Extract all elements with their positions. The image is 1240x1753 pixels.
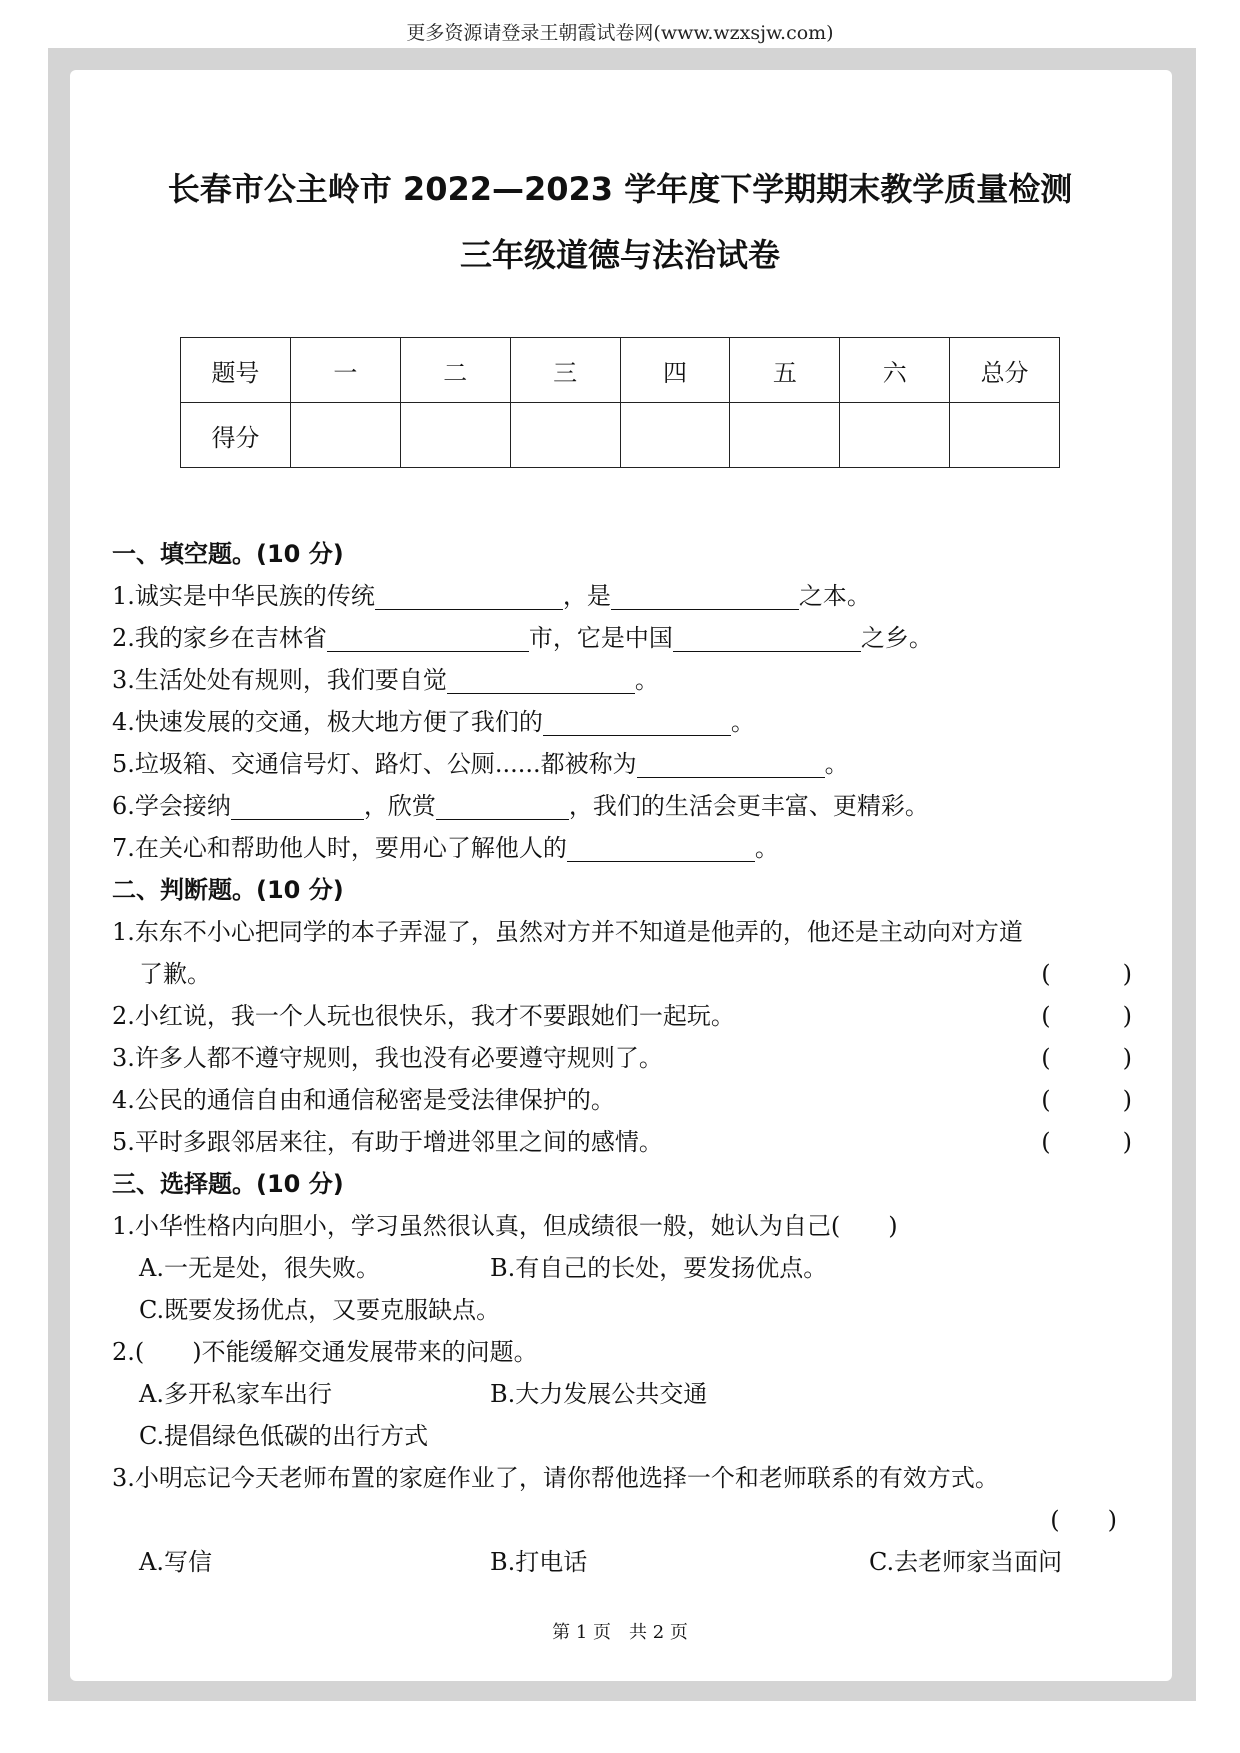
mc-question-1-options-row2 <box>112 1289 1132 1331</box>
exam-subtitle: 三年级道德与法治试卷 <box>459 236 780 274</box>
question-text: 5.平时多跟邻居来往，有助于增进邻里之间的感情。 <box>112 1128 663 1156</box>
mc-question-2-options-row2 <box>112 1415 1132 1457</box>
tf-question-5 <box>112 1121 1132 1163</box>
score-input-cell[interactable] <box>290 403 400 468</box>
question-text: 2.小红说，我一个人玩也很快乐，我才不要跟她们一起玩。 <box>112 1002 735 1030</box>
question-text: 3.许多人都不遵守规则，我也没有必要遵守规则了。 <box>112 1044 663 1072</box>
answer-blank[interactable] <box>673 623 861 652</box>
exam-title: 长春市公主岭市 2022—2023 学年度下学期期末教学质量检测 <box>167 170 1073 208</box>
section-heading-multiple-choice: 三、选择题。(10 分) <box>112 1170 344 1198</box>
score-table-score-row <box>181 403 1060 468</box>
fill-question-7 <box>112 827 1132 869</box>
tf-question-3 <box>112 1037 1132 1079</box>
question-text: 2.我的家乡在吉林省 <box>112 624 327 652</box>
question-text: 3.生活处处有规则，我们要自觉 <box>112 666 447 694</box>
section-heading-true-false: 二、判断题。(10 分) <box>112 876 344 904</box>
answer-parentheses[interactable]: ( ) <box>1050 1506 1117 1534</box>
question-text: 市，它是中国 <box>528 624 673 652</box>
question-text: ，是 <box>562 582 611 610</box>
tf-question-4 <box>112 1079 1132 1121</box>
question-text: 之乡。 <box>860 624 933 652</box>
mc-question-2-options-row1 <box>112 1373 1132 1415</box>
fill-question-6 <box>112 785 1132 827</box>
answer-blank[interactable] <box>543 707 731 736</box>
choice-option-b[interactable]: B.有自己的长处，要发扬优点。 <box>490 1254 828 1282</box>
score-table-header-row <box>181 338 1060 403</box>
question-text: 6.学会接纳 <box>112 792 231 820</box>
score-cell-total: 总分 <box>950 338 1060 403</box>
answer-blank[interactable] <box>436 791 569 820</box>
tf-question-2 <box>112 995 1132 1037</box>
score-cell-5: 五 <box>730 338 840 403</box>
question-text: 了歉。 <box>139 960 211 988</box>
fill-question-4 <box>112 701 1132 743</box>
answer-parentheses[interactable]: ( ) <box>1041 1002 1132 1030</box>
score-input-cell[interactable] <box>730 403 840 468</box>
choice-option-c[interactable]: C.既要发扬优点，又要克服缺点。 <box>139 1296 501 1324</box>
score-cell-1: 一 <box>290 338 400 403</box>
score-input-cell[interactable] <box>840 403 950 468</box>
question-text: 5.垃圾箱、交通信号灯、路灯、公厕......都被称为 <box>112 750 637 778</box>
mc-question-3: 3.小明忘记今天老师布置的家庭作业了，请你帮他选择一个和老师联系的有效方式。 <box>112 1464 999 1492</box>
tf-question-1: 1.东东不小心把同学的本子弄湿了，虽然对方并不知道是他弄的，他还是主动向对方道 <box>112 918 1023 946</box>
answer-blank[interactable] <box>375 581 563 610</box>
score-cell-2: 二 <box>400 338 510 403</box>
mc-question-2: 2.( )不能缓解交通发展带来的问题。 <box>112 1338 538 1366</box>
choice-option-a[interactable]: A.写信 <box>139 1548 212 1576</box>
score-cell-3: 三 <box>510 338 620 403</box>
section-heading-fill-blank: 一、填空题。(10 分) <box>112 540 344 568</box>
question-text: 。 <box>824 750 849 778</box>
fill-question-5 <box>112 743 1132 785</box>
question-text: 。 <box>634 666 659 694</box>
score-cell-6: 六 <box>840 338 950 403</box>
header-note: 更多资源请登录王朝霞试卷网(www.wzxsjw.com) <box>406 22 834 44</box>
answer-blank[interactable] <box>611 581 799 610</box>
question-text: 。 <box>730 708 755 736</box>
answer-parentheses[interactable]: ( ) <box>1041 1128 1132 1156</box>
choice-option-b[interactable]: B.大力发展公共交通 <box>490 1380 708 1408</box>
choice-option-c[interactable]: C.提倡绿色低碳的出行方式 <box>139 1422 429 1450</box>
question-text: 4.公民的通信自由和通信秘密是受法律保护的。 <box>112 1086 615 1114</box>
score-row-label: 得分 <box>181 403 291 468</box>
question-text: ，欣赏 <box>363 792 436 820</box>
choice-option-a[interactable]: A.一无是处，很失败。 <box>139 1254 380 1282</box>
fill-question-3 <box>112 659 1132 701</box>
fill-question-2 <box>112 617 1132 659</box>
question-body <box>112 533 1132 1583</box>
question-text: 1.诚实是中华民族的传统 <box>112 582 375 610</box>
mc-question-1-options-row1 <box>112 1247 1132 1289</box>
question-text: 7.在关心和帮助他人时，要用心了解他人的 <box>112 834 567 862</box>
page-number: 第 1 页 共 2 页 <box>552 1622 688 1643</box>
answer-blank[interactable] <box>231 791 364 820</box>
answer-blank[interactable] <box>637 749 825 778</box>
choice-option-b[interactable]: B.打电话 <box>490 1548 588 1576</box>
choice-option-a[interactable]: A.多开私家车出行 <box>139 1380 332 1408</box>
tf-question-1-cont <box>112 953 1132 995</box>
score-input-cell[interactable] <box>950 403 1060 468</box>
score-input-cell[interactable] <box>620 403 730 468</box>
mc-question-3-options <box>112 1541 1132 1583</box>
question-text: ，我们的生活会更丰富、更精彩。 <box>568 792 929 820</box>
choice-option-c[interactable]: C.去老师家当面问 <box>869 1548 1063 1576</box>
answer-parentheses[interactable]: ( ) <box>1041 1044 1132 1072</box>
question-text: 4.快速发展的交通，极大地方便了我们的 <box>112 708 543 736</box>
score-cell-label: 题号 <box>181 338 291 403</box>
question-text: 。 <box>754 834 779 862</box>
fill-question-1 <box>112 575 1132 617</box>
score-input-cell[interactable] <box>400 403 510 468</box>
answer-blank[interactable] <box>447 665 635 694</box>
question-text: 之本。 <box>798 582 871 610</box>
answer-blank[interactable] <box>327 623 529 652</box>
answer-parentheses[interactable]: ( ) <box>1041 960 1132 988</box>
mc-question-1: 1.小华性格内向胆小，学习虽然很认真，但成绩很一般，她认为自己( ) <box>112 1212 898 1240</box>
score-table <box>180 337 1060 468</box>
mc-question-3-paren-row <box>112 1499 1132 1541</box>
score-input-cell[interactable] <box>510 403 620 468</box>
score-cell-4: 四 <box>620 338 730 403</box>
answer-blank[interactable] <box>567 833 755 862</box>
answer-parentheses[interactable]: ( ) <box>1041 1086 1132 1114</box>
